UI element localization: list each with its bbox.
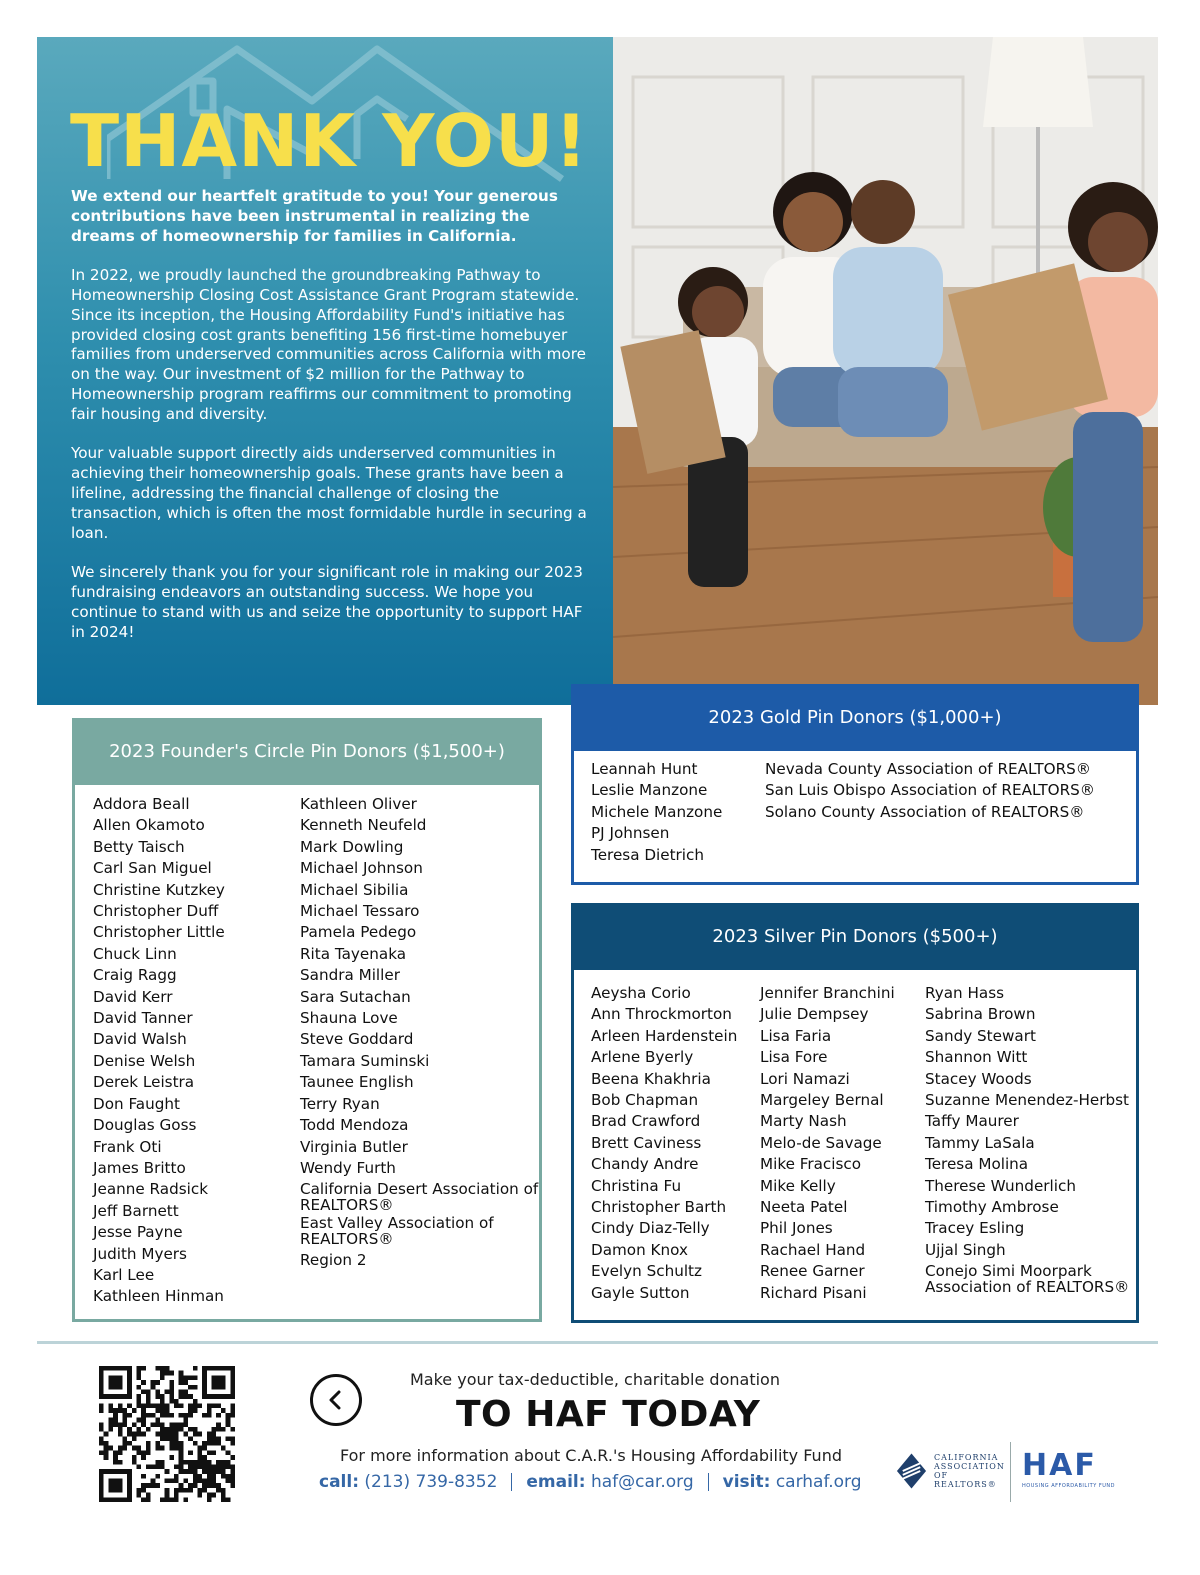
donation-prompt: Make your tax-deductible, charitable donation (410, 1370, 780, 1389)
donor-name: Ujjal Singh (925, 1240, 1006, 1259)
more-info-text: For more information about C.A.R.'s Housing Affordability Fund (340, 1446, 842, 1465)
car-logo-text: CALIFORNIA ASSOCIATION OF REALTORS® (934, 1453, 1005, 1489)
donor-name: Chuck Linn (93, 944, 177, 963)
donor-name: Don Faught (93, 1094, 180, 1113)
donor-name: Rachael Hand (760, 1240, 866, 1259)
donor-name: Taunee English (300, 1073, 414, 1092)
donor-name: Jennifer Branchini (760, 984, 895, 1002)
hero-body (71, 187, 591, 662)
footer-divider (37, 1341, 1158, 1344)
donor-name: Lisa Faria (760, 1026, 832, 1045)
donor-name: Taffy Maurer (925, 1112, 1019, 1131)
donor-name: Michele Manzone (591, 802, 723, 821)
donor-name: Ann Throckmorton (591, 1005, 732, 1024)
email-link[interactable]: haf@car.org (590, 1472, 694, 1492)
donor-name: Michael Johnson (300, 859, 423, 878)
donor-name: Suzanne Menendez-Herbst (925, 1091, 1129, 1110)
donor-name: Teresa Molina (925, 1155, 1029, 1174)
donor-name: Melo-de Savage (760, 1133, 882, 1152)
donor-name: Region 2 (300, 1251, 367, 1270)
family-photo (613, 37, 1158, 705)
donor-name: Christopher Duff (93, 902, 219, 921)
donor-name: Sandra Miller (300, 966, 400, 985)
donor-name: Kathleen Oliver (300, 795, 417, 813)
donor-name: Terry Ryan (300, 1094, 380, 1113)
donor-name: Richard Pisani (760, 1283, 867, 1302)
car-emblem-icon (895, 1451, 928, 1491)
gold-pin-panel (571, 684, 1139, 885)
donor-name: Todd Mendoza (300, 1116, 409, 1135)
donor-name: Addora Beall (93, 795, 190, 813)
donor-name: Shauna Love (300, 1009, 398, 1028)
donor-name: Allen Okamoto (93, 816, 205, 835)
founders-circle-panel (72, 718, 542, 1322)
hero-paragraph: Your valuable support directly aids underserved communities in achieving their homeownership goals. These grants have been a lifeline, addressing the financial challenge of closing the transaction, which is often the most formidable hurdle in securing a loan. (71, 444, 587, 542)
donor-name: David Tanner (93, 1009, 193, 1028)
donor-name: Judith Myers (93, 1244, 187, 1263)
website-link[interactable]: carhaf.org (775, 1472, 862, 1492)
founders-column-2 (300, 794, 540, 1272)
visit-label: visit: (722, 1472, 771, 1492)
silver-pin-panel (571, 903, 1139, 1323)
donor-name: Evelyn Schultz (591, 1262, 702, 1281)
donor-name: Teresa Dietrich (591, 845, 704, 864)
donor-name: Tamara Suminski (300, 1051, 430, 1070)
donor-name: Carl San Miguel (93, 859, 212, 878)
donor-name: Marty Nash (760, 1112, 847, 1131)
donor-name: Denise Welsh (93, 1051, 196, 1070)
donor-name: PJ Johnsen (591, 824, 670, 843)
donor-name: Tammy LaSala (925, 1133, 1035, 1152)
donor-name: Leannah Hunt (591, 760, 698, 778)
donor-name: Sandy Stewart (925, 1026, 1036, 1045)
gold-column-1 (591, 759, 761, 866)
donor-name: Chandy Andre (591, 1155, 699, 1174)
donor-name: Leslie Manzone (591, 781, 708, 800)
donor-name: Aeysha Corio (591, 984, 691, 1002)
donor-name: Brett Caviness (591, 1133, 702, 1152)
donor-name: Mike Kelly (760, 1176, 836, 1195)
contact-row (319, 1472, 862, 1492)
haf-logo-subtitle: HOUSING AFFORDABILITY FUND (1022, 1483, 1115, 1489)
donor-name: Tracey Esling (925, 1219, 1025, 1238)
donor-name: Pamela Pedego (300, 923, 417, 942)
silver-column-3 (925, 983, 1137, 1298)
donor-name: Shannon Witt (925, 1048, 1028, 1067)
donor-name: Therese Wunderlich (925, 1176, 1076, 1195)
donor-name: Christina Fu (591, 1176, 682, 1195)
silver-column-2 (760, 983, 925, 1304)
donor-name: Arleen Hardenstein (591, 1026, 738, 1045)
donor-name: Mike Fracisco (760, 1155, 862, 1174)
donor-name: James Britto (93, 1158, 186, 1177)
donor-name: Craig Ragg (93, 966, 177, 985)
chevron-left-icon[interactable] (310, 1374, 362, 1426)
donor-name: Jesse Payne (93, 1223, 183, 1242)
donor-name: San Luis Obispo Association of REALTORS® (765, 781, 1095, 800)
donor-name: Margeley Bernal (760, 1091, 884, 1110)
donor-name: Stacey Woods (925, 1069, 1032, 1088)
donor-name: Gayle Sutton (591, 1283, 690, 1302)
donor-name: Solano County Association of REALTORS® (765, 802, 1085, 821)
donor-name: Bob Chapman (591, 1091, 699, 1110)
donor-name: Michael Tessaro (300, 902, 420, 921)
separator (511, 1473, 512, 1491)
donor-name: Ryan Hass (925, 984, 1005, 1002)
haf-logo (1022, 1448, 1122, 1496)
donor-name: Sara Sutachan (300, 987, 411, 1006)
hero-paragraph: We sincerely thank you for your significant role in making our 2023 fundraising endeavors an outstanding success. We hope you continue to stand with us and seize the opportunity to support HAF in 2024! (71, 563, 583, 641)
donor-name: Betty Taisch (93, 837, 185, 856)
haf-today-heading: TO HAF TODAY (456, 1394, 761, 1435)
founders-column-1 (93, 794, 293, 1308)
donor-name: Phil Jones (760, 1219, 833, 1238)
donor-name: Julie Dempsey (760, 1005, 869, 1024)
donor-name: East Valley Association of REALTORS® (300, 1214, 494, 1248)
donor-name: Lisa Fore (760, 1048, 828, 1067)
email-label: email: (526, 1472, 586, 1492)
silver-title: 2023 Silver Pin Donors ($500+) (574, 906, 1136, 970)
donor-name: David Kerr (93, 987, 173, 1006)
donor-name: Derek Leistra (93, 1073, 195, 1092)
donor-name: Kathleen Hinman (93, 1287, 224, 1306)
donor-name: Virginia Butler (300, 1137, 408, 1156)
donor-name: Mark Dowling (300, 837, 404, 856)
donor-name: Neeta Patel (760, 1198, 848, 1217)
call-label: call: (319, 1472, 360, 1492)
donor-name: Kenneth Neufeld (300, 816, 427, 835)
hero-paragraph: In 2022, we proudly launched the groundbreaking Pathway to Homeownership Closing Cost Assistance Grant Program statewide. Since its inception, the Housing Affordability Fund's initiative has provided closing cost grants benefiting 156 first-time homebuyer families from underserved communities across California with more on the way. Our investment of $2 million for the Pathway to Homeownership program reaffirms our commitment to promoting fair housing and diversity. (71, 266, 586, 423)
logo-separator (1010, 1442, 1011, 1502)
hero-text-panel (37, 37, 613, 705)
donor-name: Cindy Diaz-Telly (591, 1219, 710, 1238)
hero-section (37, 37, 1158, 705)
donor-name: Christopher Little (93, 923, 225, 942)
donor-name: David Walsh (93, 1030, 187, 1049)
gold-column-2 (765, 759, 1135, 823)
gold-title: 2023 Gold Pin Donors ($1,000+) (574, 687, 1136, 751)
hero-paragraph: We extend our heartfelt gratitude to you! Your generous contributions have been instrumental in realizing the dreams of homeownership for families in California. (71, 187, 558, 245)
donor-name: Damon Knox (591, 1240, 688, 1259)
donor-name: Steve Goddard (300, 1030, 414, 1049)
donor-name: Christine Kutzkey (93, 880, 225, 899)
donor-name: Michael Sibilia (300, 880, 409, 899)
donor-name: California Desert Association of REALTORS® (300, 1180, 539, 1214)
donor-name: Jeff Barnett (93, 1201, 179, 1220)
thank-you-title: THANK YOU! (70, 99, 589, 183)
donor-name: Nevada County Association of REALTORS® (765, 760, 1091, 778)
haf-logo-word: HAF (1022, 1448, 1097, 1483)
car-logo (895, 1445, 1005, 1497)
donor-name: Frank Oti (93, 1137, 162, 1156)
qr-code-icon[interactable] (99, 1366, 235, 1502)
donor-name: Arlene Byerly (591, 1048, 694, 1067)
donor-name: Sabrina Brown (925, 1005, 1036, 1024)
donor-name: Douglas Goss (93, 1116, 197, 1135)
donor-name: Renee Garner (760, 1262, 865, 1281)
donor-name: Beena Khakhria (591, 1069, 711, 1088)
donor-name: Lori Namazi (760, 1069, 850, 1088)
donor-name: Wendy Furth (300, 1158, 396, 1177)
family-moving-illustration (613, 37, 1158, 705)
donor-name: Timothy Ambrose (925, 1198, 1059, 1217)
donor-name: Christopher Barth (591, 1198, 727, 1217)
donor-name: Brad Crawford (591, 1112, 701, 1131)
donor-name: Karl Lee (93, 1265, 155, 1284)
phone-link[interactable]: (213) 739-8352 (364, 1472, 498, 1492)
donor-name: Rita Tayenaka (300, 944, 407, 963)
founders-title: 2023 Founder's Circle Pin Donors ($1,500+) (75, 721, 539, 785)
silver-column-1 (591, 983, 756, 1304)
donor-name: Conejo Simi Moorpark Association of REALTORS® (925, 1262, 1130, 1296)
donor-name: Jeanne Radsick (93, 1180, 208, 1199)
separator (708, 1473, 709, 1491)
